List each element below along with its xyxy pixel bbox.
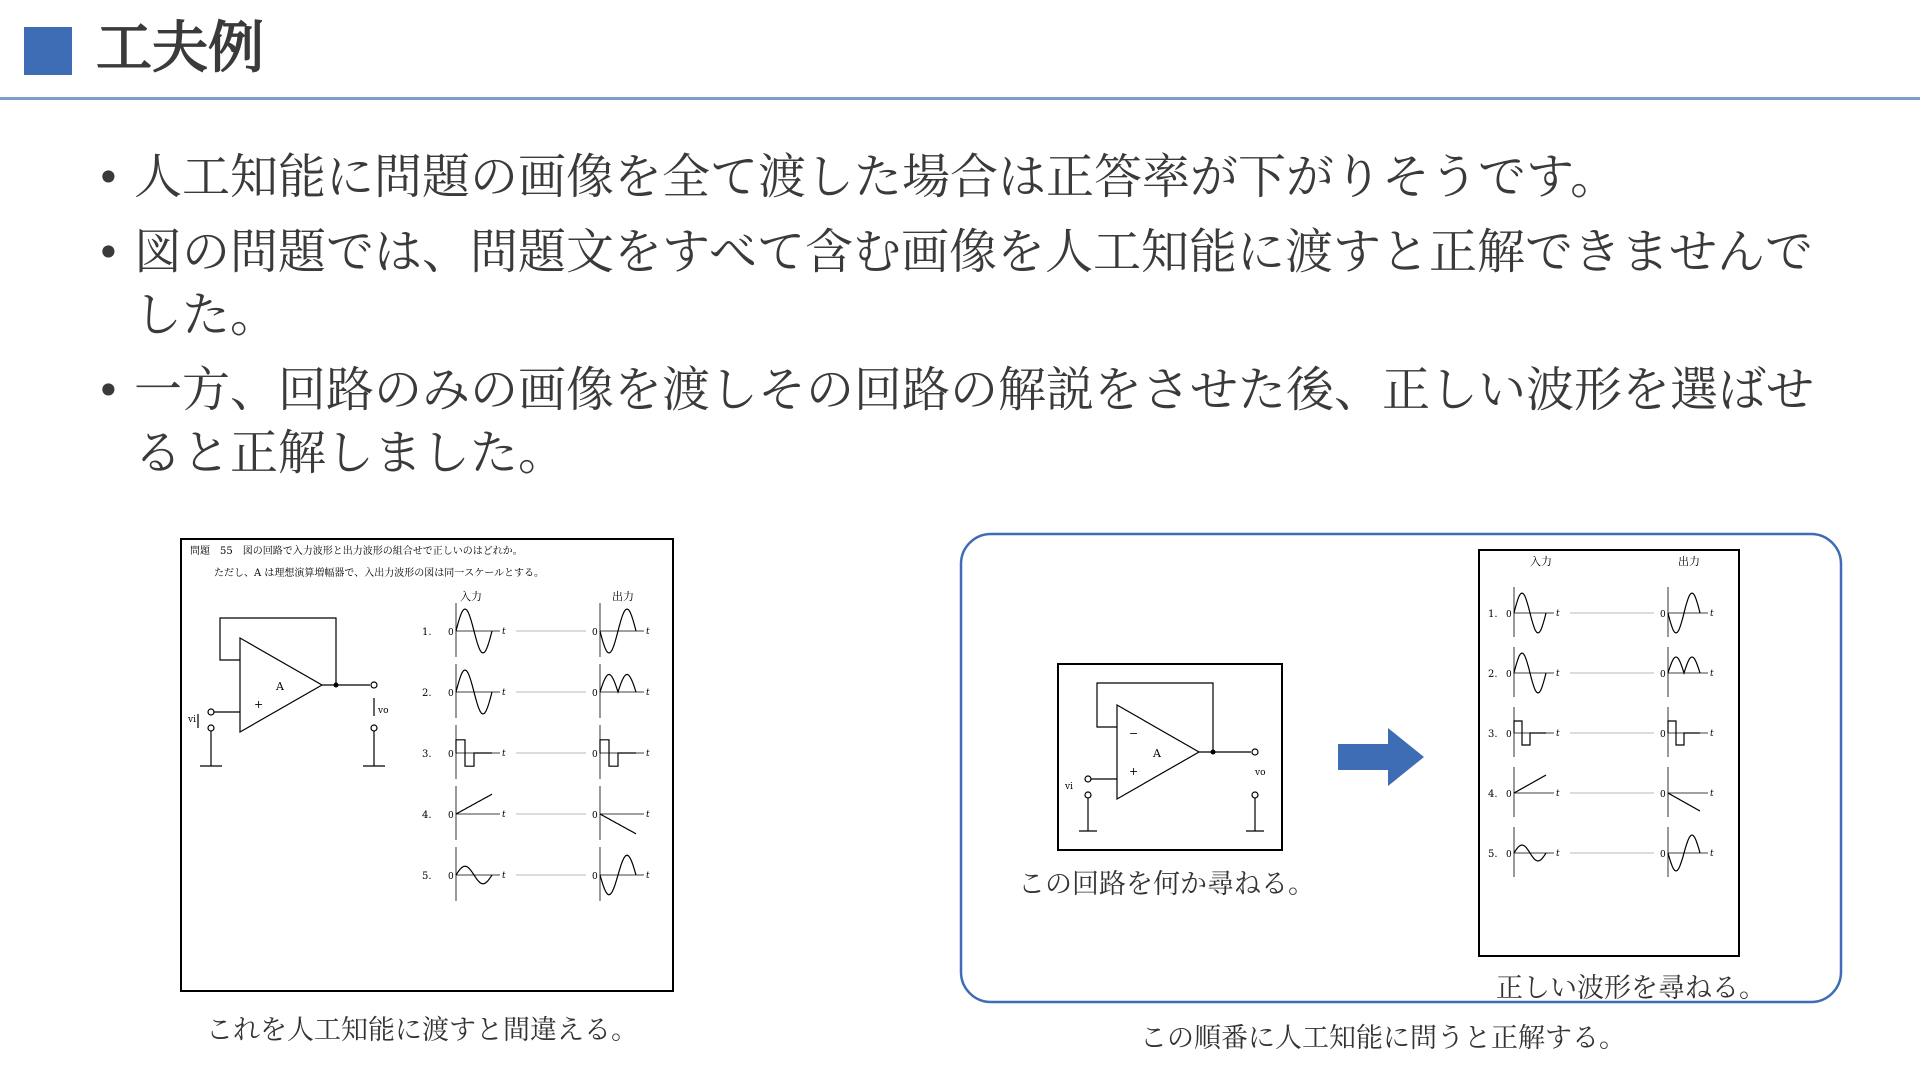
svg-text:0: 0: [1660, 670, 1666, 680]
caption-circuit: この回路を何か尋ねる。: [1018, 869, 1315, 900]
bullet-list: [96, 146, 1836, 497]
col-input-label: 入力: [460, 590, 482, 603]
svg-text:t: t: [502, 871, 506, 881]
amp-label: A: [276, 680, 284, 693]
svg-text:t: t: [502, 749, 506, 759]
svg-text:0: 0: [448, 872, 454, 882]
vout-label: vo: [1255, 768, 1266, 778]
col-input-label: 入力: [1530, 555, 1552, 568]
svg-text:t: t: [1710, 849, 1714, 859]
option-number: 4.: [1488, 789, 1498, 800]
svg-text:+: +: [254, 698, 264, 711]
svg-text:t: t: [1556, 669, 1560, 679]
svg-text:+: +: [1129, 765, 1139, 778]
svg-text:t: t: [1556, 729, 1560, 739]
option-number: 3.: [1488, 729, 1498, 740]
svg-text:t: t: [646, 810, 650, 820]
bullet-dot-icon: •: [96, 366, 121, 415]
caption-bottom: この順番に人工知能に問うと正解する。: [1140, 1023, 1626, 1054]
option-number: 2.: [1488, 669, 1498, 680]
title-divider: [0, 97, 1920, 100]
problem-note: ただし、A は理想演算増幅器で、入出力波形の図は同一スケールとする。: [214, 568, 544, 579]
bullet-text: 図の問題では、問題文をすべて含む画像を人工知能に渡すと正解できませんでした。: [134, 224, 1814, 343]
option-number: 2.: [422, 688, 432, 699]
svg-text:−: −: [1129, 727, 1139, 740]
svg-text:0: 0: [592, 872, 598, 882]
svg-text:t: t: [646, 627, 650, 637]
problem-image: [180, 538, 674, 992]
col-output-label: 出力: [612, 590, 634, 603]
svg-text:0: 0: [1506, 730, 1512, 740]
svg-text:t: t: [1710, 609, 1714, 619]
option-number: 3.: [422, 749, 432, 760]
svg-text:0: 0: [448, 750, 454, 760]
svg-text:t: t: [1556, 609, 1560, 619]
bullet-dot-icon: •: [96, 228, 121, 277]
option-number: 5.: [422, 871, 432, 882]
svg-text:0: 0: [1506, 790, 1512, 800]
svg-text:0: 0: [1506, 610, 1512, 620]
caption-left: これを人工知能に渡すと間違える。: [206, 1015, 638, 1046]
svg-text:0: 0: [448, 689, 454, 699]
bullet-item: [96, 359, 1836, 485]
svg-text:0: 0: [1660, 730, 1666, 740]
svg-text:0: 0: [592, 628, 598, 638]
circuit-image: [1057, 663, 1283, 851]
svg-text:t: t: [502, 627, 506, 637]
bullet-text: 人工知能に問題の画像を全て渡した場合は正答率が下がりそうです。: [134, 149, 1619, 205]
vin-label: vi: [188, 715, 196, 725]
amp-label: A: [1153, 747, 1161, 760]
option-number: 5.: [1488, 849, 1498, 860]
bullet-dot-icon: •: [96, 153, 121, 202]
svg-text:t: t: [646, 688, 650, 698]
problem-header: 問題 55 図の回路で入力波形と出力波形の組合せで正しいのはどれか。: [190, 546, 523, 557]
svg-text:0: 0: [1660, 610, 1666, 620]
option-number: 1.: [1488, 609, 1498, 620]
bullet-item: [96, 221, 1836, 347]
svg-text:t: t: [1710, 669, 1714, 679]
svg-text:0: 0: [1506, 670, 1512, 680]
svg-text:0: 0: [592, 811, 598, 821]
bullet-text: 一方、回路のみの画像を渡しその回路の解説をさせた後、正しい波形を選ばせると正解しました。: [134, 362, 1815, 481]
slide-title: 工夫例: [96, 16, 264, 81]
svg-text:0: 0: [1660, 850, 1666, 860]
caption-waveforms: 正しい波形を尋ねる。: [1496, 973, 1766, 1004]
svg-text:0: 0: [1660, 790, 1666, 800]
svg-text:t: t: [1556, 789, 1560, 799]
svg-text:t: t: [1556, 849, 1560, 859]
svg-text:t: t: [502, 810, 506, 820]
vout-label: vo: [378, 706, 389, 716]
svg-text:t: t: [646, 749, 650, 759]
svg-text:t: t: [1710, 729, 1714, 739]
col-output-label: 出力: [1678, 555, 1700, 568]
right-arrow-icon: [1338, 728, 1424, 786]
svg-text:0: 0: [1506, 850, 1512, 860]
svg-text:0: 0: [448, 811, 454, 821]
svg-text:t: t: [502, 688, 506, 698]
option-number: 4.: [422, 810, 432, 821]
vin-label: vi: [1065, 782, 1073, 792]
bullet-item: [96, 146, 1836, 209]
svg-text:0: 0: [448, 628, 454, 638]
svg-text:0: 0: [592, 750, 598, 760]
option-number: 1.: [422, 627, 432, 638]
waveform-image: [1478, 549, 1740, 957]
svg-text:t: t: [646, 871, 650, 881]
title-square-icon: [24, 27, 72, 75]
svg-text:0: 0: [592, 689, 598, 699]
svg-text:t: t: [1710, 789, 1714, 799]
